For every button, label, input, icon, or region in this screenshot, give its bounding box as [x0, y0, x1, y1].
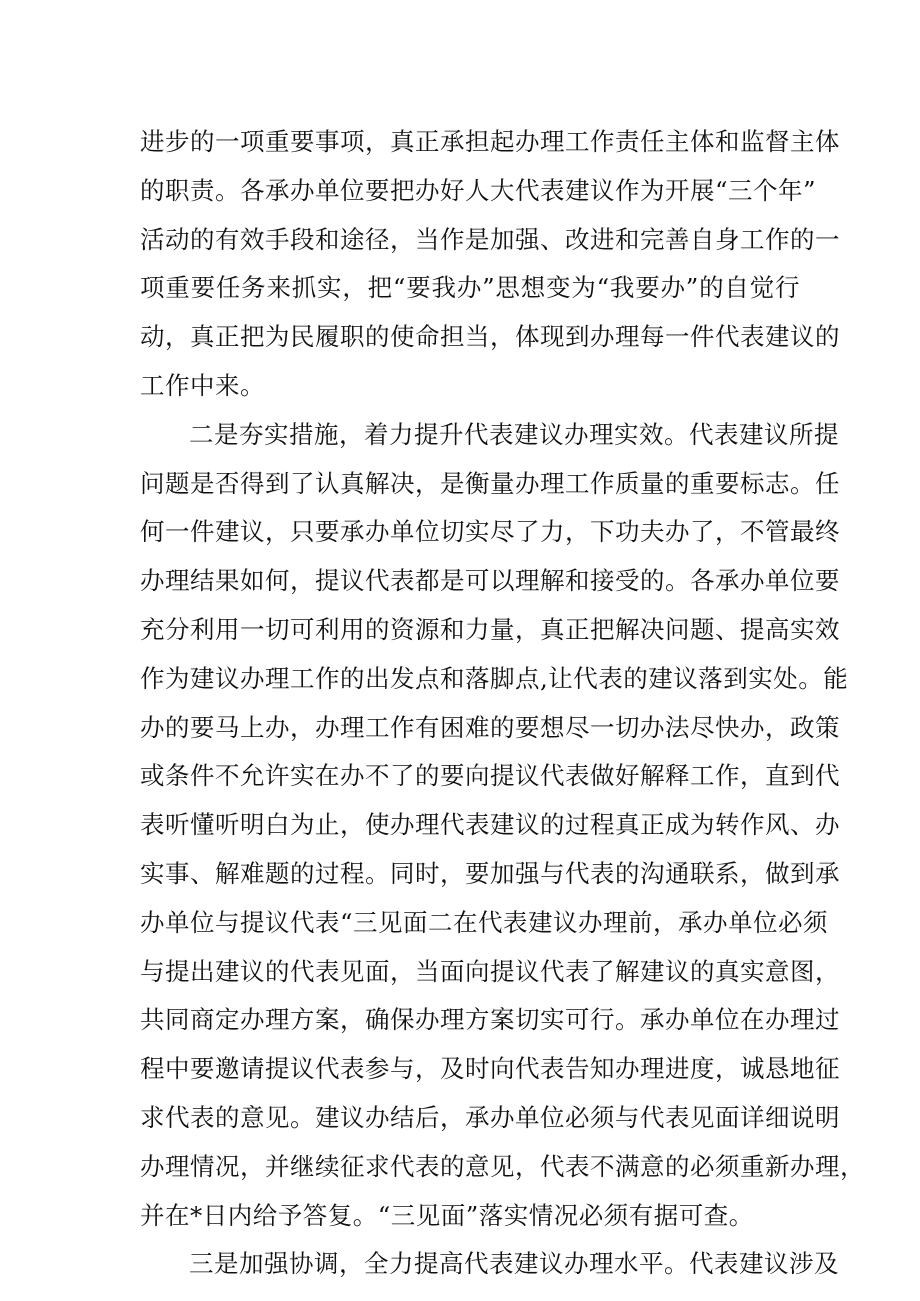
- text-line: 实事、解难题的过程。同时，要加强与代表的沟通联系，做到承: [140, 858, 840, 888]
- text-line: 项重要任务来抓实，把“要我办”思想变为“我要办”的自觉行: [140, 273, 800, 303]
- text-line: 作为建议办理工作的出发点和落脚点,让代表的建议落到实处。能: [140, 663, 849, 693]
- text-line: 表听懂听明白为止，使办理代表建议的过程真正成为转作风、办: [140, 810, 840, 840]
- text-line: 办单位与提议代表“三见面二在代表建议办理前，承办单位必须: [140, 907, 829, 937]
- text-line: 动，真正把为民履职的使命担当，体现到办理每一件代表建议的: [140, 322, 840, 352]
- text-line: 三是加强协调，全力提高代表建议办理水平。代表建议涉及: [189, 1249, 839, 1279]
- text-line: 办理结果如何，提议代表都是可以理解和接受的。各承办单位要: [140, 566, 840, 596]
- document-body: [140, 118, 865, 1289]
- text-line: 与提出建议的代表见面，当面向提议代表了解建议的真实意图，: [140, 956, 840, 986]
- text-line: 何一件建议，只要承办单位切实尽了力，下功夫办了，不管最终: [140, 517, 840, 547]
- text-line: 工作中来。: [140, 370, 265, 400]
- text-line: 的职责。各承办单位要把办好人大代表建议作为开展“三个年”: [140, 175, 817, 205]
- text-line: 问题是否得到了认真解决，是衡量办理工作质量的重要标志。任: [140, 468, 840, 498]
- text-line: 进步的一项重要事项，真正承担起办理工作责任主体和监督主体: [140, 127, 840, 156]
- text-line: 程中要邀请提议代表参与，及时向代表告知办理进度，诚恳地征: [140, 1054, 840, 1084]
- text-line: 并在*日内给予答复。“三见面”落实情况必须有据可查。: [140, 1200, 754, 1230]
- text-line: 办理情况，并继续征求代表的意见，代表不满意的必须重新办理，: [140, 1151, 865, 1181]
- text-line: 办的要马上办，办理工作有困难的要想尽一切办法尽快办，政策: [140, 712, 840, 742]
- text-line: 共同商定办理方案，确保办理方案切实可行。承办单位在办理过: [140, 1005, 840, 1035]
- text-line: 二是夯实措施，着力提升代表建议办理实效。代表建议所提: [189, 419, 839, 449]
- text-line: 活动的有效手段和途径，当作是加强、改进和完善自身工作的一: [140, 224, 840, 254]
- text-line: 或条件不允许实在办不了的要向提议代表做好解释工作，直到代: [140, 761, 840, 791]
- text-line: 求代表的意见。建议办结后，承办单位必须与代表见面详细说明: [140, 1102, 840, 1132]
- text-line: 充分利用一切可利用的资源和力量，真正把解决问题、提高实效: [140, 614, 840, 644]
